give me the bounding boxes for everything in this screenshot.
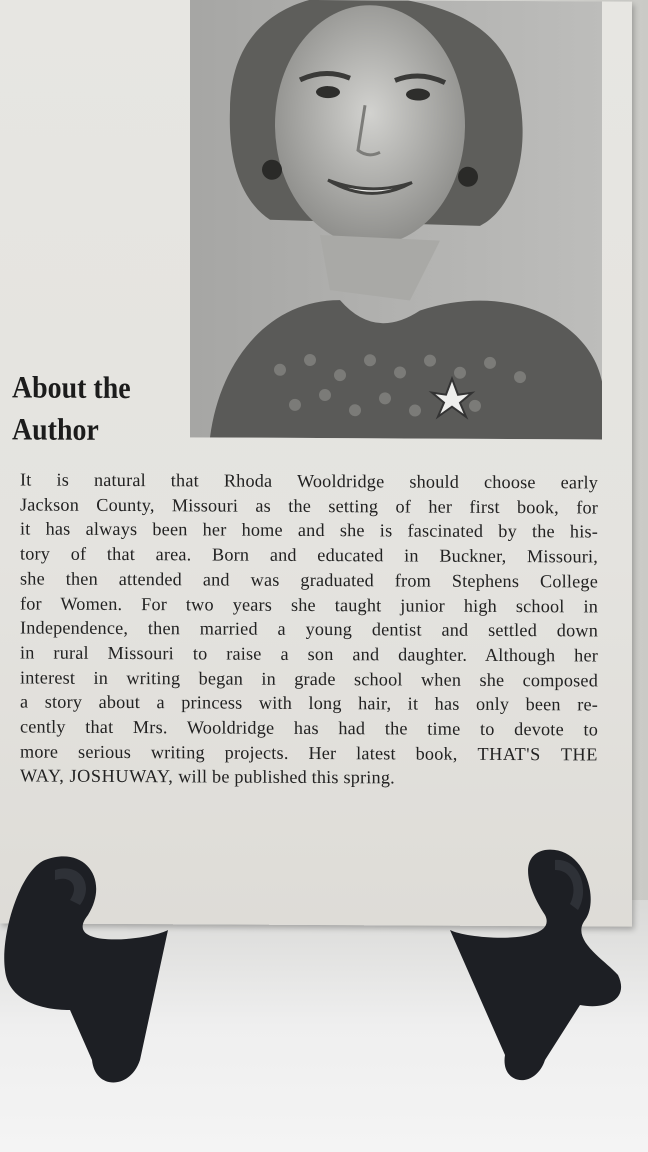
about-the-author-heading [12,366,170,451]
book-stand [0,840,648,1100]
bio-line: It is natural that Rhoda Wooldridge should choose early [20,469,598,493]
bio-line: for Women. For two years she taught junior high school in [20,592,598,616]
bio-line: Jackson County, Missouri as the setting of her first book, for [20,494,598,518]
bio-line: Independence, then married a young dentist and settled down [20,617,598,641]
bio-closing: will be published this spring. [178,766,395,788]
book-title-part-2: WAY, JOSHUWAY, [20,765,174,787]
heading-line-1: About the [12,369,131,406]
bio-line: interest in writing began in grade school when she composed [20,667,598,691]
bio-line: more serious writing projects. Her latest book, [20,741,458,764]
bio-line-with-title [20,739,598,767]
bio-line: a story about a princess with long hair, it has only been re- [20,691,598,715]
author-bio-paragraph [20,467,598,791]
bio-line: it has always been her home and she is fascinated by the his- [20,518,598,542]
bio-line-final [20,764,598,792]
author-portrait-photo [190,0,602,439]
bio-line: cently that Mrs. Wooldridge has had the time to devote to [20,716,598,740]
bio-line: in rural Missouri to raise a son and daughter. Although her [20,642,598,666]
heading-line-2: Author [12,411,99,447]
bio-line: she then attended and was graduated from Stephens College [20,568,598,592]
bio-line: tory of that area. Born and educated in Buckner, Missouri, [20,543,598,567]
book-title-part-1: THAT'S THE [477,743,598,765]
